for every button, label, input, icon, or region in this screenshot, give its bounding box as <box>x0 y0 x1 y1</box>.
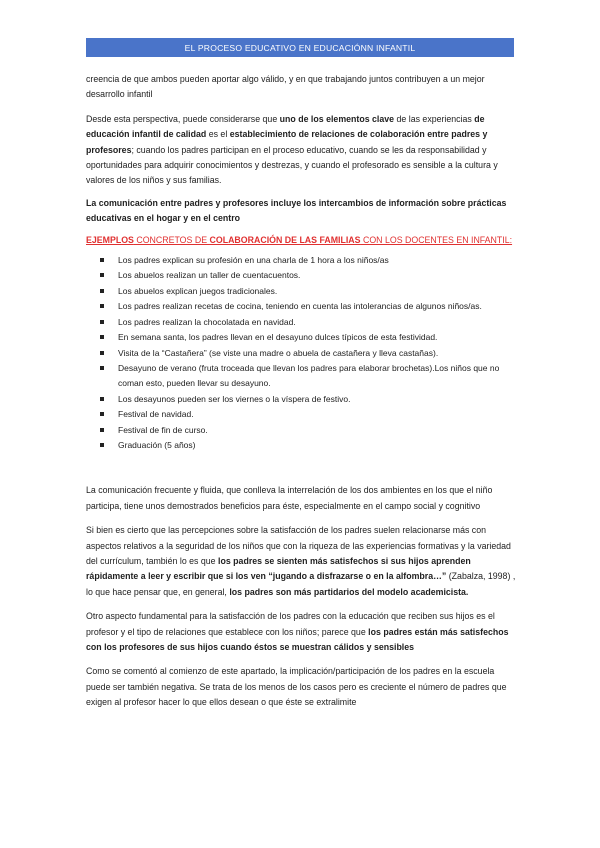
bullet-icon <box>100 366 104 370</box>
text-run: Otro aspecto fundamental para la satisfacción de los padres con la educación que reciben sus hijos es el profesor y el tipo de relaciones que establece con los niños; parece que <box>86 611 495 637</box>
document-body <box>86 72 516 711</box>
paragraph-negative-involvement: Como se comentó al comienzo de este apartado, la implicación/participación de los padres en la escuela puede ser también negativa. Se trata de los menos de los casos pero es creciente el número de padres que exigen al profesor hacer lo que ellos desean o que éste se extralimite <box>86 666 507 708</box>
list-item <box>86 299 516 314</box>
bullet-icon <box>100 397 104 401</box>
list-item-text: Los padres realizan recetas de cocina, teniendo en cuenta las intolerancias de algunos niños/as. <box>118 301 482 312</box>
list-item-text: Los abuelos realizan un taller de cuentacuentos. <box>118 270 301 281</box>
bullet-icon <box>100 289 104 293</box>
list-item <box>86 438 516 453</box>
list-item <box>86 407 516 422</box>
list-item <box>86 315 516 330</box>
text-run: de las experiencias <box>394 113 475 124</box>
header-title: EL PROCESO EDUCATIVO EN EDUCACIÓNN INFANTIL <box>184 42 416 53</box>
bullet-icon <box>100 443 104 447</box>
heading-run-bold: COLABORACIÓN DE LAS FAMILIAS <box>209 234 361 245</box>
bullet-icon <box>100 412 104 416</box>
heading-run: CON LOS DOCENTES EN INFANTIL: <box>360 234 513 245</box>
list-item-text: Los desayunos pueden ser los viernes o la víspera de festivo. <box>118 393 351 404</box>
examples-heading <box>86 233 516 248</box>
bold-run: los padres son más partidarios del modelo academicista. <box>229 586 469 597</box>
bold-run: de educación infantil de calidad <box>86 113 485 140</box>
list-item-text: Desayuno de verano (fruta troceada que llevan los padres para elaborar brochetas).Los niños que no coman esto, pueden llevar su desayuno. <box>118 362 500 389</box>
list-item <box>86 361 516 392</box>
list-item-text: Festival de fin de curso. <box>118 424 208 435</box>
text-run: es el <box>206 129 230 140</box>
text-run: Desde esta perspectiva, puede considerarse que <box>86 113 280 124</box>
bullet-icon <box>100 273 104 277</box>
heading-run: CONCRETOS DE <box>133 234 210 245</box>
bullet-icon <box>100 351 104 355</box>
bold-run: los padres están más satisfechos con los profesores de sus hijos cuando éstos se muestran cálidos y sensibles <box>86 626 509 652</box>
list-item-text: Los abuelos explican juegos tradicionales. <box>118 285 278 296</box>
list-item-text: Festival de navidad. <box>118 409 194 420</box>
paragraph-communication <box>86 196 516 227</box>
list-item <box>86 330 516 345</box>
bold-run: los padres se sienten más satisfechos si sus hijos aprenden rápidamente a leer y escribir que si los ven “jugando a disfrazarse o en la alfombra…” <box>86 555 471 582</box>
list-item-text: Graduación (5 años) <box>118 439 196 450</box>
list-item-text: En semana santa, los padres llevan en el desayuno dulces típicos de esta festividad. <box>118 332 438 343</box>
text-run: ; cuando los padres participan en el proceso educativo, cuando se les da responsabilidad y oportunidades para adquirir conocimientos y destrezas, y cuando el profesorado es sensible a la cultura y valores de los niños y sus familias. <box>86 144 498 186</box>
list-item <box>86 346 516 361</box>
bullet-icon <box>100 335 104 339</box>
bold-run: establecimiento de relaciones de colaboración entre padres y profesores <box>86 129 488 155</box>
list-item <box>86 284 516 299</box>
bullet-icon <box>100 304 104 308</box>
bullet-icon <box>100 320 104 324</box>
paragraph-teacher <box>86 609 516 655</box>
list-item <box>86 423 516 438</box>
paragraph-satisfaction <box>86 523 516 600</box>
text-run: (Zabalza, 1998) , lo que hace pensar que, en general, <box>86 571 516 597</box>
list-item <box>86 392 516 407</box>
page-header-banner <box>86 38 514 57</box>
intro-paragraph: creencia de que ambos pueden aportar algo válido, y en que trabajando juntos contribuyen a un mejor desarrollo infantil <box>86 74 485 100</box>
paragraph-perspective <box>86 112 516 189</box>
bullet-icon <box>100 428 104 432</box>
list-item <box>86 268 516 283</box>
paragraph-frequent-communication: La comunicación frecuente y fluida, que conlleva la interrelación de los dos ambientes en los que el niño participa, tiene unos demostrados beneficios para éste, especialmente en el campo social y cognitivo <box>86 485 493 511</box>
list-item-text: Los padres explican su profesión en una charla de 1 hora a los niños/as <box>118 255 389 266</box>
bold-run: La comunicación entre padres y profesores incluye los intercambios de información sobre prácticas educativas en el hogar y en el centro <box>86 197 507 224</box>
list-item-text: Los padres realizan la chocolatada en navidad. <box>118 316 296 327</box>
bullet-icon <box>100 258 104 262</box>
examples-list <box>86 253 516 453</box>
text-run: Si bien es cierto que las percepciones sobre la satisfacción de los padres suelen relacionarse más con aspectos relativos a la seguridad de los niños que con la riqueza de las experiencias formativas y la variedad del currículum, también lo es que <box>86 525 511 566</box>
list-item-text: Visita de la “Castañera” (se viste una madre o abuela de castañera y lleva castañas). <box>118 347 439 358</box>
heading-run-bold: EJEMPLOS <box>86 234 134 245</box>
list-item <box>86 253 516 268</box>
bold-run: uno de los elementos clave <box>279 113 395 124</box>
